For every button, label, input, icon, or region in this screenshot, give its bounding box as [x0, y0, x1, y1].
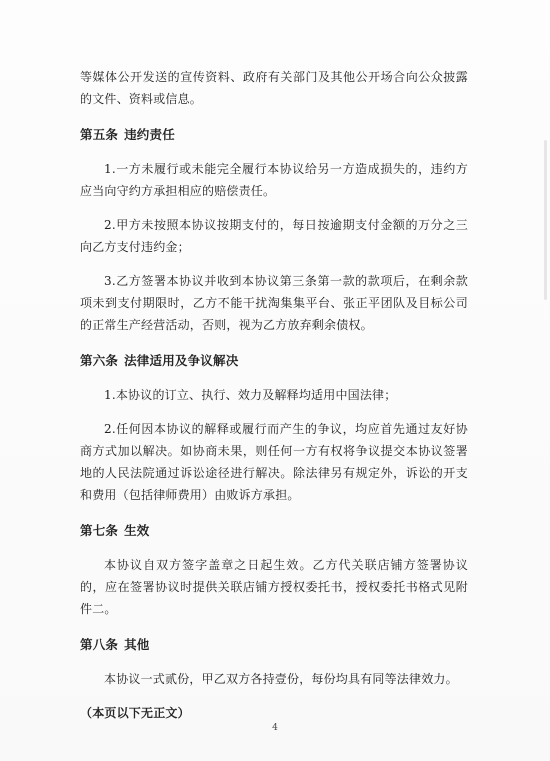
section-paragraph: 2.甲方未按照本协议按期支付的，每日按逾期支付金额的万分之三向乙方支付违约金； — [80, 218, 468, 254]
section-number: 第五条 — [80, 127, 119, 142]
document-body — [80, 66, 468, 724]
section-paragraph: 2.任何因本协议的解释或履行而产生的争议，均应首先通过友好协商方式加以解决。如协商未果，则任何一方有权将争议提交本协议签署地的人民法院通过诉讼途径进行解决。除法律另有规定外，诉讼的开支和费用（包括律师费用）由败诉方承担。 — [80, 422, 468, 502]
section-heading — [80, 350, 468, 372]
end-note: （本页以下无正文） — [80, 706, 190, 720]
section-heading — [80, 520, 468, 542]
section-title: 其他 — [124, 637, 150, 652]
section-number: 第六条 — [80, 353, 119, 368]
section-paragraph: 1.一方未履行或未能完全履行本协议给另一方造成损失的，违约方应当向守约方承担相应的赔偿责任。 — [80, 162, 468, 198]
section-title: 违约责任 — [124, 127, 175, 142]
section-number: 第七条 — [80, 523, 119, 538]
section-7 — [80, 520, 468, 620]
section-5 — [80, 124, 468, 336]
section-6 — [80, 350, 468, 506]
section-title: 生效 — [124, 523, 150, 538]
section-paragraph: 本协议一式贰份，甲乙双方各持壹份，每份均具有同等法律效力。 — [104, 672, 458, 686]
section-8 — [80, 634, 468, 690]
scrollbar-track[interactable] — [544, 140, 547, 300]
section-number: 第八条 — [80, 637, 119, 652]
section-heading — [80, 124, 468, 146]
section-title: 法律适用及争议解决 — [124, 353, 239, 368]
section-paragraph: 本协议自双方签字盖章之日起生效。乙方代关联店铺方签署协议的，应在签署协议时提供关联店铺方授权委托书，授权委托书格式见附件二。 — [80, 558, 468, 616]
page-number: 4 — [272, 723, 278, 733]
section-heading — [80, 634, 468, 656]
section-paragraph: 1.本协议的订立、执行、效力及解释均适用中国法律； — [104, 388, 397, 402]
continuation-paragraph: 等媒体公开发送的宣传资料、政府有关部门及其他公开场合向公众披露的文件、资料或信息。 — [80, 70, 468, 106]
section-paragraph: 3.乙方签署本协议并收到本协议第三条第一款的款项后，在剩余款项未到支付期限时，乙方不能干扰淘集集平台、张正平团队及目标公司的正常生产经营活动，否则，视为乙方放弃剩余债权。 — [80, 274, 468, 332]
